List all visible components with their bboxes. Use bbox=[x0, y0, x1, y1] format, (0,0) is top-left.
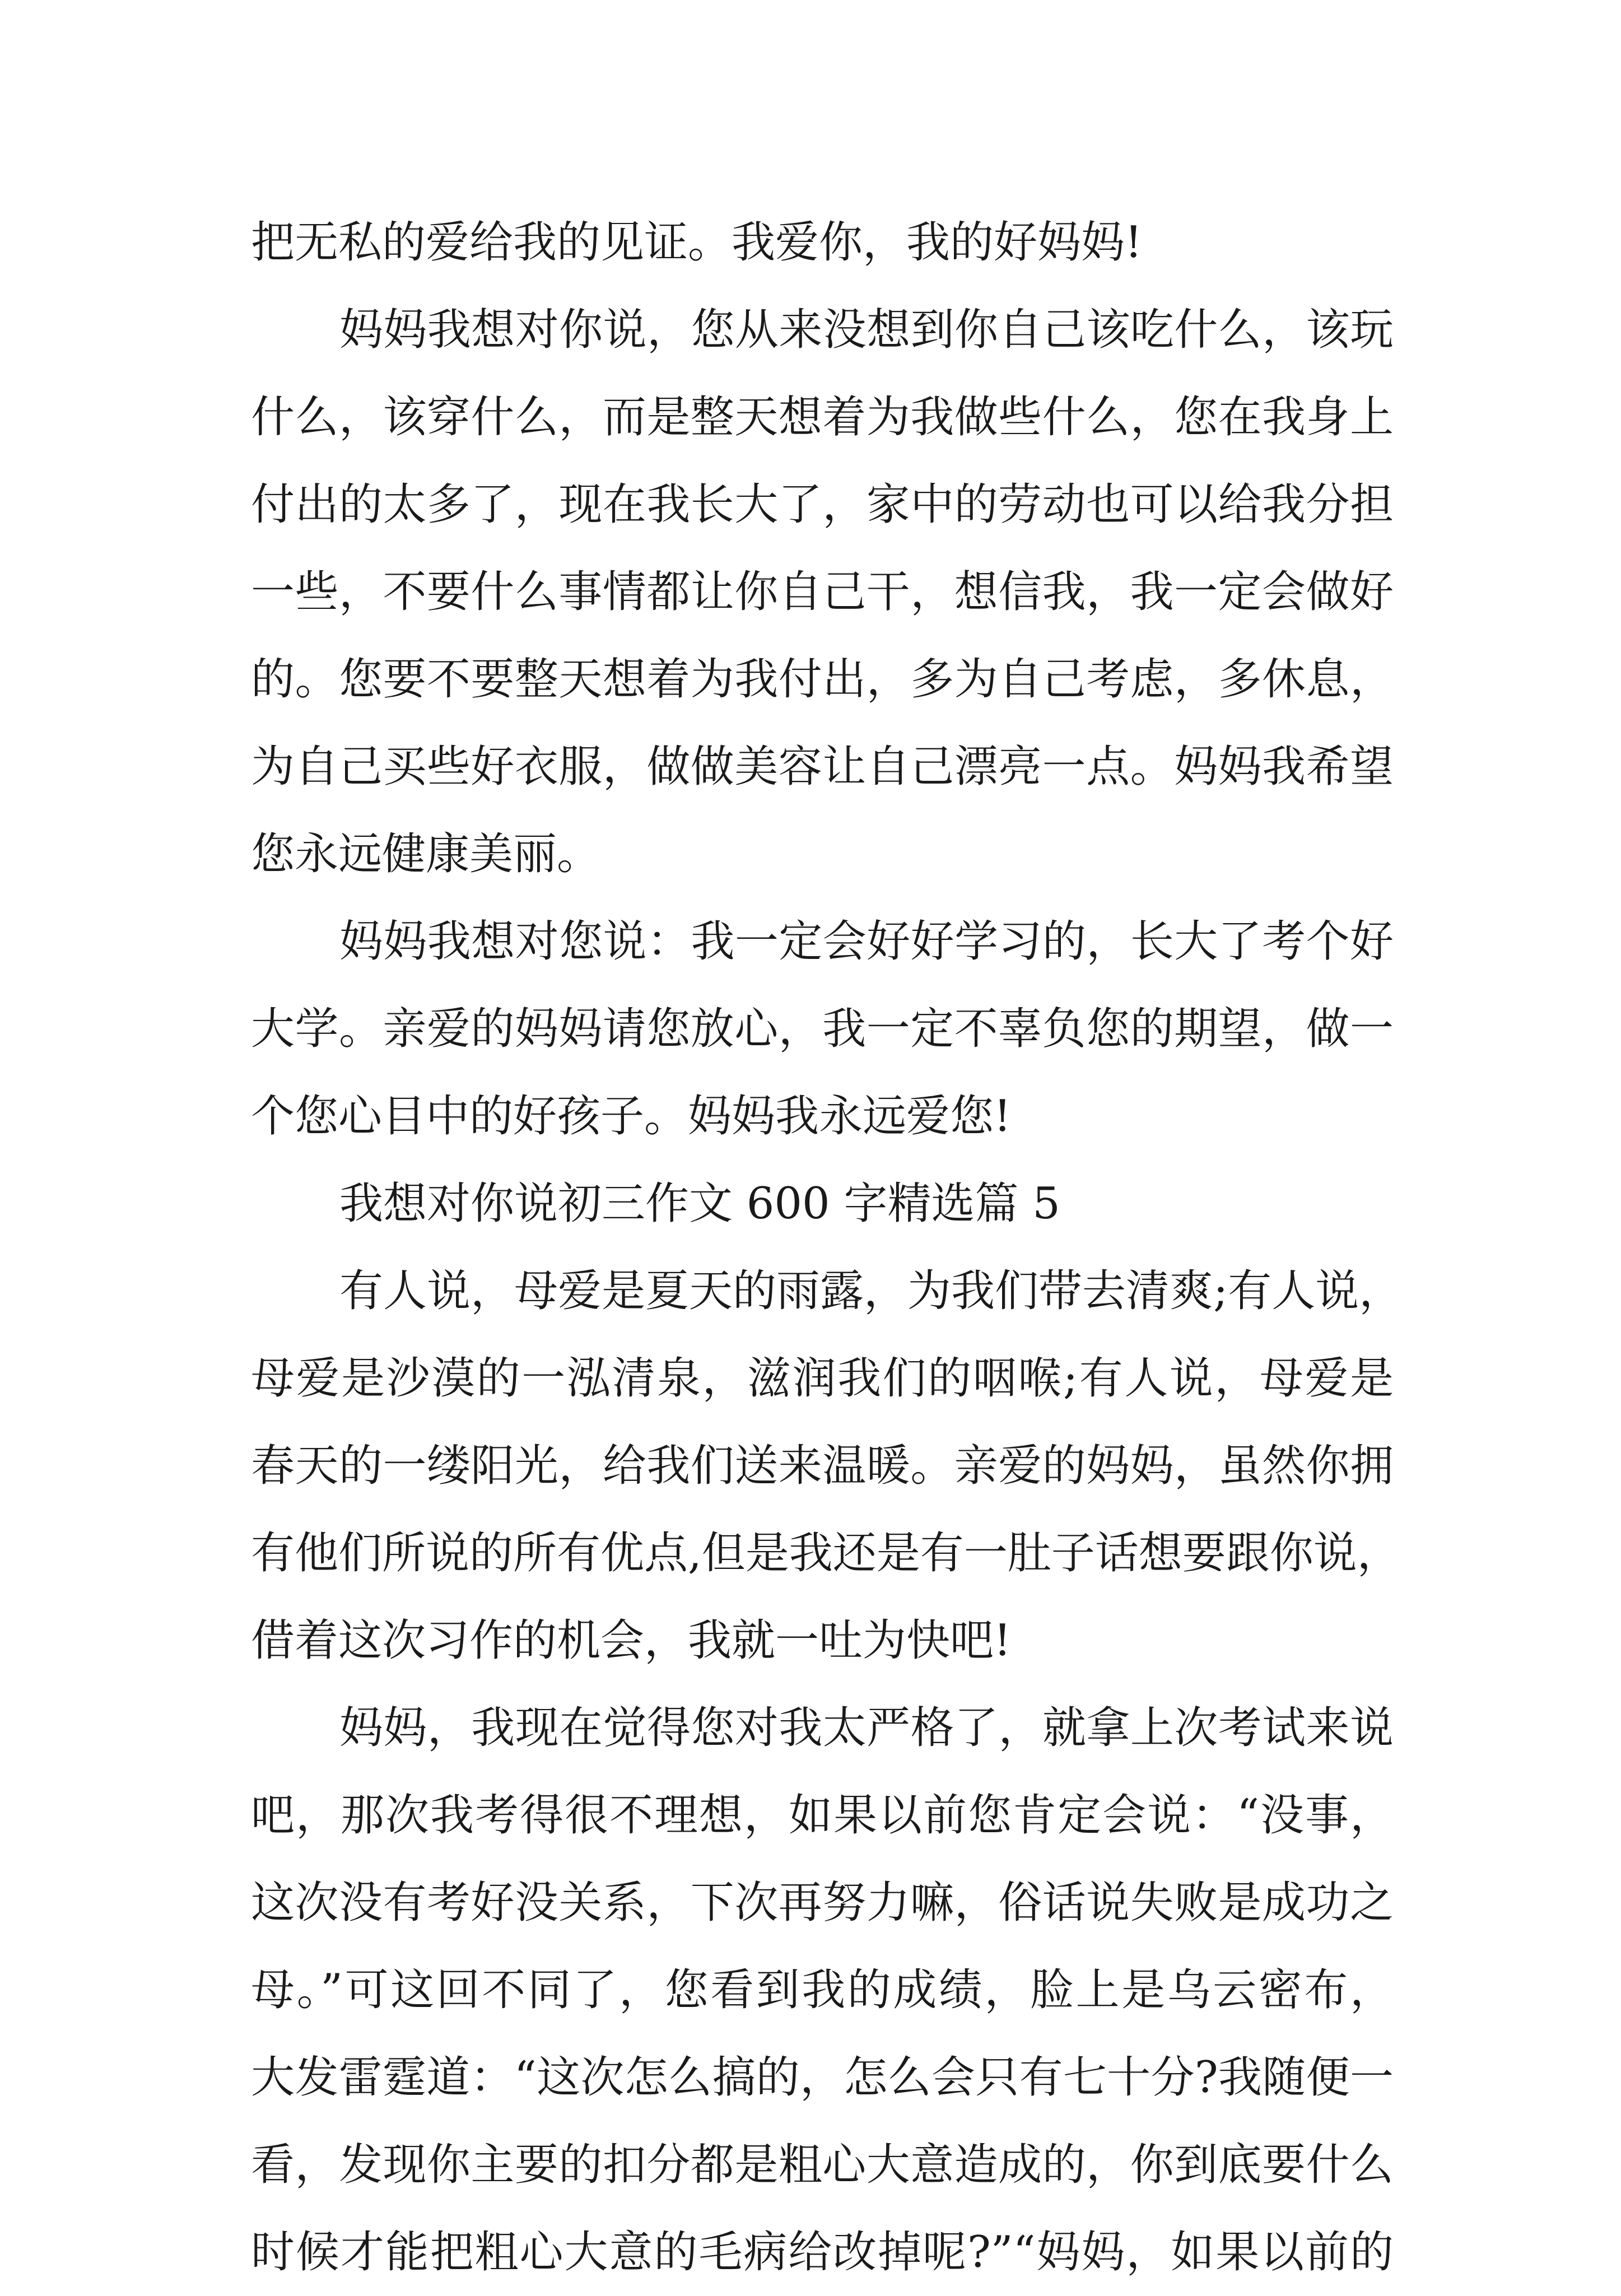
text-line: 大学。亲爱的妈妈请您放心，我一定不辜负您的期望，做一 bbox=[251, 1004, 1394, 1054]
text-line: 母爱是沙漠的一泓清泉，滋润我们的咽喉;有人说，母爱是 bbox=[251, 1353, 1394, 1404]
text-line: 借着这次习作的机会，我就一吐为快吧! bbox=[251, 1615, 1012, 1666]
text-line: 您永远健康美丽。 bbox=[251, 829, 601, 879]
text-line: 为自己买些好衣服，做做美容让自己漂亮一点。妈妈我希望 bbox=[251, 742, 1394, 792]
text-line: 妈妈，我现在觉得您对我太严格了，就拿上次考试来说 bbox=[339, 1703, 1394, 1753]
text-line: 有他们所说的所有优点,但是我还是有一肚子话想要跟你说， bbox=[251, 1528, 1401, 1578]
document-body bbox=[251, 199, 1403, 2296]
text-line: 我想对你说初三作文 600 字精选篇 5 bbox=[339, 1179, 1060, 1229]
text-line: 的。您要不要整天想着为我付出，多为自己考虑，多休息， bbox=[251, 654, 1394, 705]
text-line: 什么，该穿什么，而是整天想着为我做些什么，您在我身上 bbox=[251, 392, 1394, 443]
text-line: 妈妈我想对您说：我一定会好好学习的，长大了考个好 bbox=[339, 916, 1394, 967]
text-line: 妈妈我想对你说，您从来没想到你自己该吃什么，该玩 bbox=[339, 305, 1394, 355]
text-line: 时候才能把粗心大意的毛病给改掉呢?”“妈妈，如果以前的 bbox=[251, 2227, 1394, 2278]
text-line: 有人说，母爱是夏天的雨露，为我们带去清爽;有人说， bbox=[339, 1266, 1403, 1316]
text-line: 春天的一缕阳光，给我们送来温暖。亲爱的妈妈，虽然你拥 bbox=[251, 1441, 1394, 1491]
text-line: 这次没有考好没关系，下次再努力嘛，俗话说失败是成功之 bbox=[251, 1878, 1394, 1928]
text-line: 母。”可这回不同了，您看到我的成绩，脸上是乌云密布， bbox=[251, 1965, 1394, 2015]
text-line: 吧，那次我考得很不理想，如果以前您肯定会说：“没事， bbox=[251, 1790, 1394, 1841]
text-line: 看，发现你主要的扣分都是粗心大意造成的，你到底要什么 bbox=[251, 2140, 1394, 2190]
text-line: 把无私的爱给我的见证。我爱你，我的好妈妈! bbox=[251, 217, 1143, 268]
text-line: 付出的太多了，现在我长大了，家中的劳动也可以给我分担 bbox=[251, 479, 1394, 530]
text-line: 大发雷霆道：“这次怎么搞的，怎么会只有七十分?我随便一 bbox=[251, 2052, 1394, 2103]
text-line: 一些，不要什么事情都让你自己干，想信我，我一定会做好 bbox=[251, 567, 1394, 617]
text-line: 个您心目中的好孩子。妈妈我永远爱您! bbox=[251, 1091, 1012, 1142]
